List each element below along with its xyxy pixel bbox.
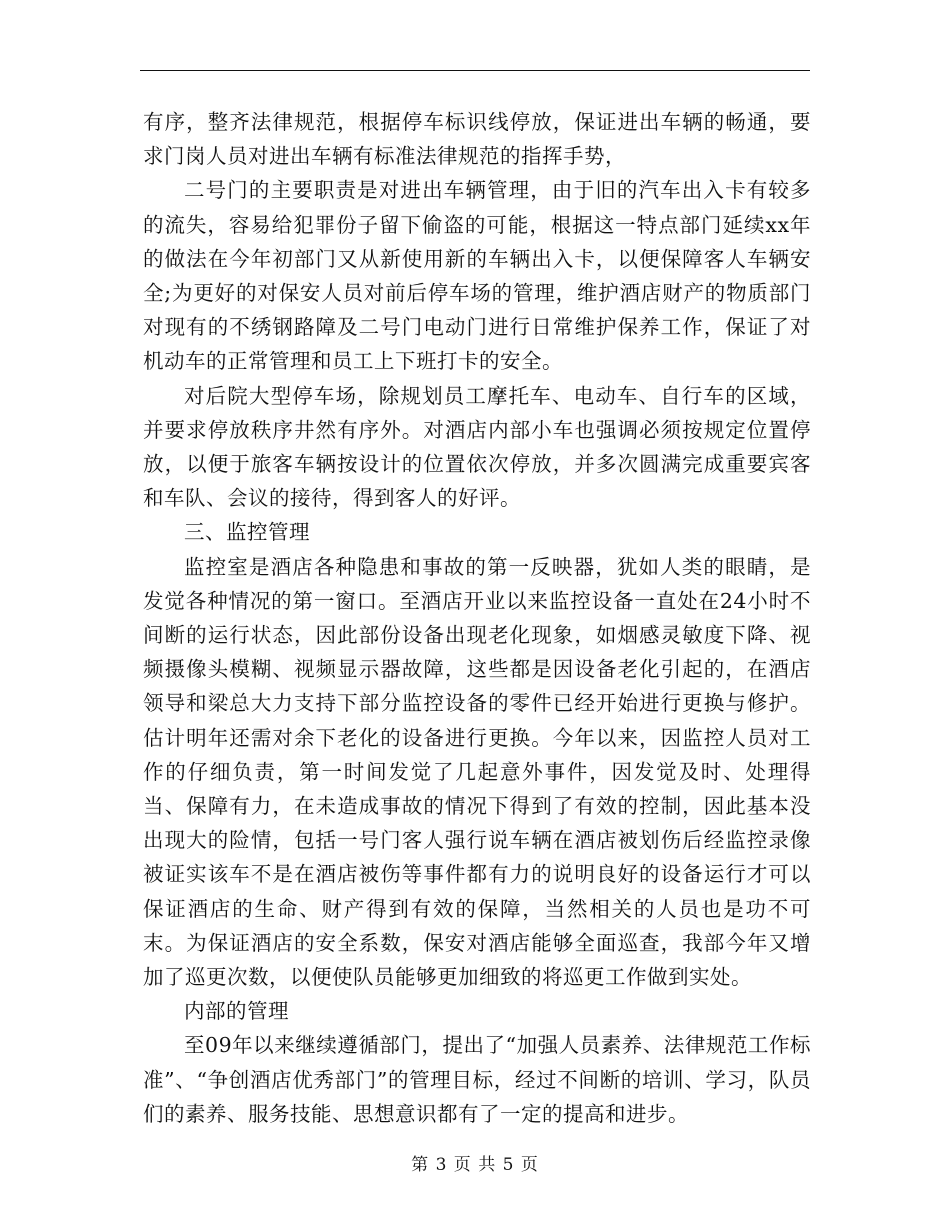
body-text xyxy=(143,105,811,1131)
paragraph: 有序，整齐法律规范，根据停车标识线停放，保证进出车辆的畅通，要求门岗人员对进出车辆有标准法律规范的指挥手势， xyxy=(143,110,811,169)
paragraph: 对后院大型停车场，除规划员工摩托车、电动车、自行车的区域，并要求停放秩序井然有序外。对酒店内部小车也强调必须按规定位置停放，以便于旅客车辆按设计的位置依次停放，并多次圆满完成重要宾客和车队、会议的接待，得到客人的好评。 xyxy=(143,383,811,511)
page-number: 第 3 页 共 5 页 xyxy=(411,1155,539,1175)
paragraph: 二号门的主要职责是对进出车辆管理，由于旧的汽车出入卡有较多的流失，容易给犯罪份子留下偷盗的可能，根据这一特点部门延续xx年的做法在今年初部门又从新使用新的车辆出入卡，以便保障客人车辆安全;为更好的对保安人员对前后停车场的管理，维护酒店财产的物质部门对现有的不绣钢路障及二号门电动门进行日常维护保养工作，保证了对机动车的正常管理和员工上下班打卡的安全。 xyxy=(143,178,811,374)
paragraph: 至09年以来继续遵循部门，提出了“加强人员素养、法律规范工作标准”、“争创酒店优秀部门”的管理目标，经过不间断的培训、学习，队员们的素养、服务技能、思想意识都有了一定的提高和进步。 xyxy=(143,1033,811,1126)
section-heading: 三、监控管理 xyxy=(184,520,310,545)
header-rule xyxy=(140,70,810,71)
paragraph: 监控室是酒店各种隐患和事故的第一反映器，犹如人类的眼睛，是发觉各种情况的第一窗口。至酒店开业以来监控设备一直处在24小时不间断的运行状态，因此部份设备出现老化现象，如烟感灵敏度下降、视频摄像头模糊、视频显示器故障，这些都是因设备老化引起的，在酒店领导和梁总大力支持下部分监控设备的零件已经开始进行更换与修护。估计明年还需对余下老化的设备进行更换。今年以来，因监控人员对工作的仔细负责，第一时间发觉了几起意外事件，因发觉及时、处理得当、保障有力，在未造成事故的情况下得到了有效的控制，因此基本没出现大的险情，包括一号门客人强行说车辆在酒店被划伤后经监控录像被证实该车不是在酒店被伤等事件都有力的说明良好的设备运行才可以保证酒店的生命、财产得到有效的保障，当然相关的人员也是功不可末。为保证酒店的安全系数，保安对酒店能够全面巡查，我部今年又增加了巡更次数，以便使队员能够更加细致的将巡更工作做到实处。 xyxy=(143,554,811,990)
section-heading: 内部的管理 xyxy=(184,999,289,1024)
